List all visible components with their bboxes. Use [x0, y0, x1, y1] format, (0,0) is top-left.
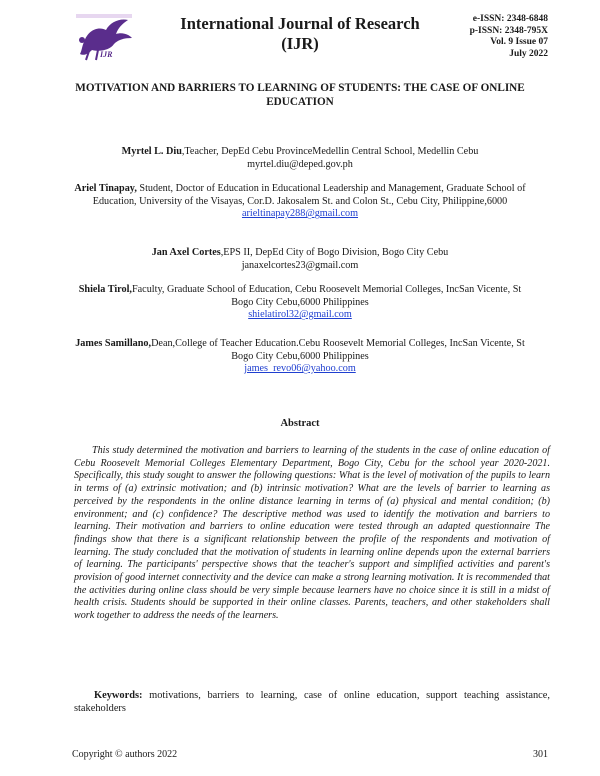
volume-issue: Vol. 9 Issue 07	[490, 37, 548, 47]
author-name: Shiela Tirol,	[78, 284, 132, 295]
keywords-label: Keywords:	[94, 690, 143, 701]
author-affiliation: ,EPS II, DepEd City of Bogo Division, Bogo City Cebu	[220, 247, 449, 258]
abstract-heading: Abstract	[280, 418, 320, 429]
eissn: e-ISSN: 2348-6848	[472, 14, 548, 24]
paper-title-line2: EDUCATION	[266, 95, 334, 108]
keywords	[74, 689, 550, 715]
journal-title-line2: (IJR)	[281, 34, 319, 53]
author-block-5	[70, 338, 530, 376]
paper-title	[60, 82, 540, 109]
author-name: Jan Axel Cortes	[151, 247, 221, 258]
keywords-text: motivations, barriers to learning, case of online education, support teaching assistance, stakeholders	[74, 690, 550, 714]
journal-logo	[70, 12, 140, 64]
author-affiliation: ,Teacher, DepEd Cebu ProvinceMedellin Central School, Medellin Cebu	[181, 146, 479, 157]
author-email: janaxelcortes23@gmail.com	[241, 259, 359, 271]
author-name: Myrtel L. Diu	[121, 146, 182, 157]
journal-title-line1: International Journal of Research	[180, 14, 420, 33]
author-block-1	[70, 146, 530, 171]
author-email-link[interactable]: james_revo06@yahoo.com	[244, 363, 356, 375]
author-email-link[interactable]: arieltinapay288@gmail.com	[241, 208, 359, 220]
paper-title-line1: MOTIVATION AND BARRIERS TO LEARNING OF STUDENTS: THE CASE OF ONLINE	[75, 82, 525, 94]
issue-date: July 2022	[509, 48, 548, 59]
author-affiliation: Student, Doctor of Education in Educational Leadership and Management, Graduate School of Education, University of the Visayas, Cor.D. Jakosalem St. and Colon St., Cebu City, Philippine,6000	[92, 183, 526, 207]
page-number: 301	[533, 749, 548, 760]
author-name: Ariel Tinapay,	[74, 183, 137, 194]
author-name: James Samillano,	[75, 338, 152, 349]
abstract-text: This study determined the motivation and barriers to learning of the students in the case of online education of Cebu Roosevelt Memorial Colleges Elementary Department, Bogo City, Cebu for the school year 2020-2021. Specifically, this study sought to answer the following questions: What is the level of motivation of the pupils to learn in terms of (a) extrinsic motivation; and (b) intrinsic motivation? What are the levels of barrier to learning as perceived by the respondents in the online distance learning in terms of (a) physical and mental condition; (b) environment; and (c) confidence? The descriptive method was used to identify the motivation and barriers to learning. Their motivation and barriers to online education were tested through an adapted questionnaire The findings show that there is a significant relationship between the profile of the respondents and motivation of learning. The study concluded that the motivation of students in learning online depends upon the external barriers of learning. The participants' perspective shows that the teacher's support and simplified activities and parent's provision of good internet connectivity and the device can make a strong learning motivation. It is recommended that the activities during online class should be very simple because learners have no choice since it is still in a midst of health crisis. Students should be supported in their online classes. Parents, teachers, and other stakeholders shall work together to address the needs of the learners.	[74, 445, 550, 622]
author-email: myrtel.diu@deped.gov.ph	[247, 158, 353, 170]
pissn: p-ISSN: 2348-795X	[469, 25, 548, 36]
author-block-4	[70, 284, 530, 322]
copyright: Copyright © authors 2022	[72, 749, 178, 760]
author-email-link[interactable]: shielatirol32@gmail.com	[248, 309, 352, 321]
journal-title	[150, 14, 450, 54]
author-affiliation: Dean,College of Teacher Education.Cebu Roosevelt Memorial Colleges, IncSan Vicente, St Bogo City Cebu,6000 Philippines	[151, 338, 525, 362]
author-block-2	[70, 183, 530, 221]
issn-block	[470, 14, 548, 60]
logo-text: IJR	[100, 50, 113, 59]
author-affiliation: Faculty, Graduate School of Education, Cebu Roosevelt Memorial Colleges, IncSan Vicente, St Bogo City Cebu,6000 Philippines	[131, 284, 522, 308]
author-block-3	[70, 247, 530, 272]
